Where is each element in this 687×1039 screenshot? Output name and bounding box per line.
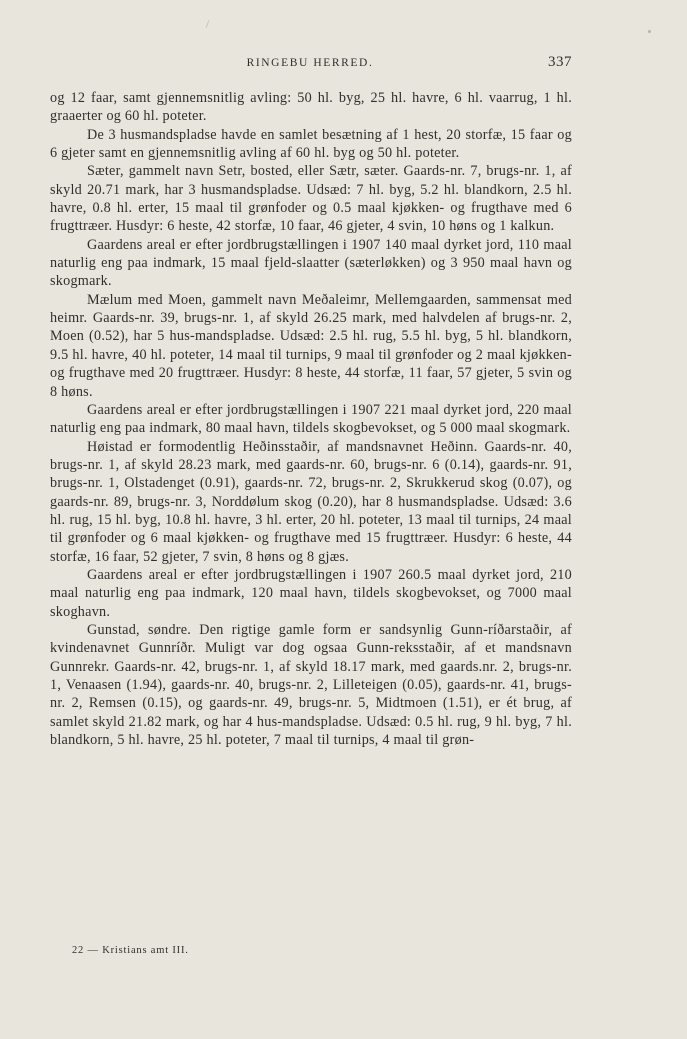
paragraph: Høistad er formodentlig Heðinsstaðir, af mandsnavnet Heðinn. Gaards-nr. 40, brugs-nr. 1, af skyld 28.23 mark, med gaards-nr. 60, brugs-nr. 6 (0.14), gaards-nr. 91, brugs-nr. 1, Olstadenget (0.91), gaards-nr. 72, brugs-nr. 2, Skrukkerud skog (0.07), og gaards-nr. 89, brugs-nr. 3, Norddølum skog (0.20), har 8 husmandspladse. Udsæd: 3.6 hl. rug, 15 hl. byg, 10.8 hl. havre, 3 hl. erter, 20 hl. poteter, 13 maal til turnips, 24 maal til grønfoder og 6 maal kjøkken- og frugthave med 15 frugttræer. Husdyr: 6 heste, 44 storfæ, 16 faar, 52 gjeter, 7 svin, 8 høns og 8 gjæs. (50, 438, 572, 565)
paragraph: De 3 husmandspladse havde en samlet besætning af 1 hest, 20 storfæ, 15 faar og 6 gjeter samt en gjennemsnitlig avling af 60 hl. byg og 50 hl. poteter. (50, 126, 572, 162)
page-header (48, 54, 572, 72)
paragraph: Gunstad, søndre. Den rigtige gamle form er sandsynlig Gunn-ríðarstaðir, af kvindenavnet Gunnríðr. Muligt var dog ogsaa Gunn-reksstaðir, af et mandsnavn Gunnrekr. Gaards-nr. 42, brugs-nr. 1, af skyld 18.17 mark, med gaards.nr. 2, brugs-nr. 1, Venaasen (1.94), gaards-nr. 40, brugs-nr. 2, Lilleteigen (0.05), gaards-nr. 41, brugs-nr. 2, Remsen (0.15), og gaards-nr. 49, brugs-nr. 5, Midtmoen (1.51), er ét brug, af samlet skyld 21.82 mark, og har 4 hus-mandspladse. Udsæd: 0.5 hl. rug, 9 hl. byg, 7 hl. blandkorn, 5 hl. havre, 25 hl. poteter, 7 maal til turnips, 4 maal til grøn- (50, 621, 572, 749)
paragraph: Gaardens areal er efter jordbrugstællingen i 1907 260.5 maal dyrket jord, 210 maal naturlig eng paa indmark, 120 maal havn, tildels skogbevokset, og 7000 maal skoghavn. (50, 566, 572, 620)
paragraph: Gaardens areal er efter jordbrugstællingen i 1907 221 maal dyrket jord, 220 maal naturlig eng paa indmark, 80 maal havn, tildels skogbevokset, og 5 000 maal skogmark. (50, 401, 572, 437)
signature-mark: 22 — Kristians amt III. (72, 945, 189, 956)
paragraph: Gaardens areal er efter jordbrugstællingen i 1907 140 maal dyrket jord, 110 maal naturlig eng paa indmark, 15 maal fjeld-slaatter (sæterløkken) og 3 950 maal havn og skogmark. (50, 236, 572, 290)
running-head: RINGEBU HERRED. (246, 57, 374, 69)
paragraph: Mælum med Moen, gammelt navn Meðaleimr, Mellemgaarden, sammensat med heimr. Gaards-nr. 39, brugs-nr. 1, af skyld 26.25 mark, med halvdelen af brugs-nr. 2, Moen (0.52), har 5 hus-mandspladse. Udsæd: 2.5 hl. rug, 5.5 hl. byg, 5 hl. blandkorn, 9.5 hl. havre, 40 hl. poteter, 14 maal til turnips, 9 maal til grønfoder og 2 maal kjøkken- og frugthave med 20 frugttræer. Husdyr: 8 heste, 44 storfæ, 11 faar, 57 gjeter, 5 svin og 8 høns. (50, 291, 572, 400)
pencil-mark (206, 20, 210, 28)
paper-speck (648, 30, 651, 33)
page-number: 337 (548, 54, 572, 70)
body-text (50, 89, 572, 749)
paragraph: Sæter, gammelt navn Setr, bosted, eller Sætr, sæter. Gaards-nr. 7, brugs-nr. 1, af skyld 20.71 mark, har 3 husmandspladse. Udsæd: 7 hl. byg, 5.2 hl. blandkorn, 2.5 hl. havre, 0.8 hl. erter, 15 maal til grønfoder og 0.5 maal kjøkken- og frugthave med 6 frugttræer. Husdyr: 6 heste, 42 storfæ, 10 faar, 46 gjeter, 4 svin, 10 høns og 1 kalkun. (50, 163, 572, 235)
paragraph: og 12 faar, samt gjennemsnitlig avling: 50 hl. byg, 25 hl. havre, 6 hl. vaarrug, 1 hl. graaerter og 60 hl. poteter. (50, 90, 572, 125)
